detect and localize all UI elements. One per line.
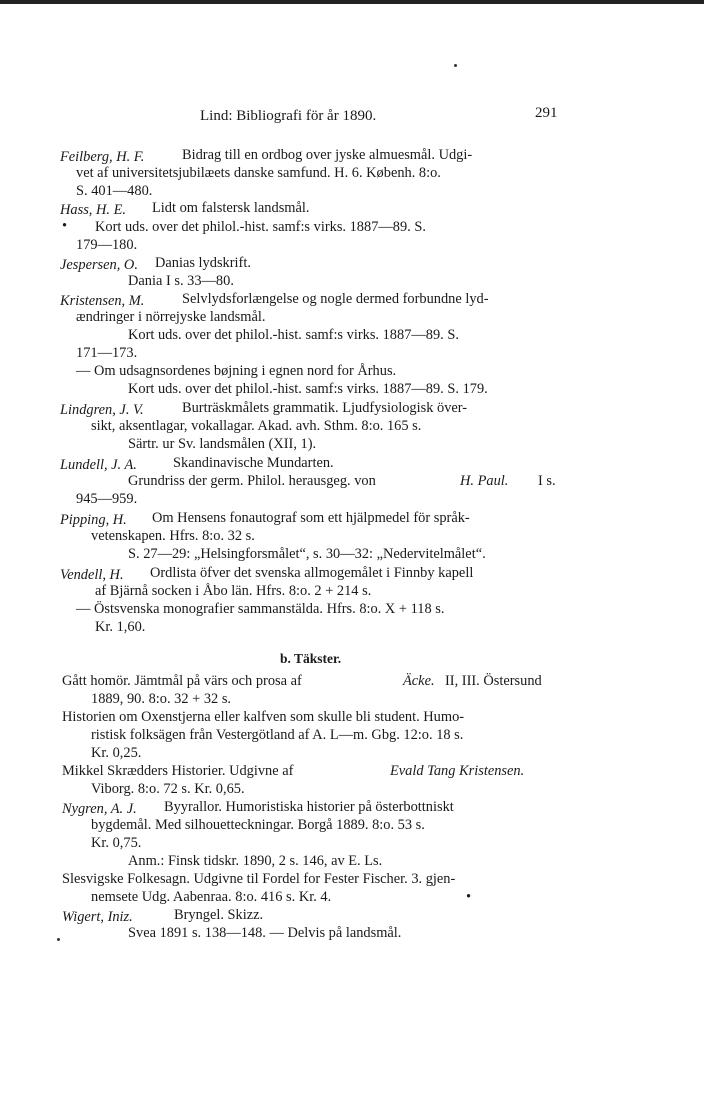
text-line-italic: Äcke. (403, 673, 435, 689)
entry-line: Dania I s. 33—80. (128, 273, 234, 289)
margin-mark: • (62, 218, 68, 234)
scan-speck (454, 64, 457, 67)
text-line: Slesvigske Folkesagn. Udgivne til Fordel for Fester Fischer. 3. gjen- (62, 871, 456, 887)
section-heading: b. Täkster. (280, 651, 342, 666)
entry-line: Burträskmålets grammatik. Ljudfysiologisk över- (182, 400, 468, 416)
text-line-italic: Nygren, A. J. (62, 801, 137, 817)
entry-line: 945—959. (76, 491, 138, 507)
page-number: 291 (535, 105, 558, 121)
text-line: Historien om Oxenstjerna eller kalfven som skulle bli student. Humo- (62, 709, 465, 725)
entry-line: — Östsvenska monografier sammanstälda. Hfrs. 8:o. X + 118 s. (76, 601, 445, 617)
entry-line: 179—180. (76, 237, 138, 253)
entry-line: Selvlydsforlængelse og nogle dermed forbundne lyd- (182, 291, 489, 307)
entry-line: Om Hensens fonautograf som ett hjälpmedel för språk- (152, 510, 470, 526)
scan-top-edge (0, 0, 704, 4)
entry-author: Feilberg, H. F. (60, 149, 145, 165)
entry-line: Kort uds. over det philol.-hist. samf:s virks. 1887—89. S. (95, 219, 426, 235)
text-line: Gått homör. Jämtmål på värs och prosa af (62, 673, 302, 689)
text-line: II, III. Östersund (445, 673, 542, 689)
entry-line: ændringer i nörrejyske landsmål. (76, 309, 266, 325)
entry-author: Lundell, J. A. (60, 457, 137, 473)
entry-line-italic: H. Paul. (460, 473, 509, 489)
text-line: Kr. 0,75. (91, 835, 142, 851)
entry-line: Särtr. ur Sv. landsmålen (XII, 1). (128, 436, 317, 452)
entry-line: — Om udsagnsordenes bøjning i egnen nord for Århus. (76, 363, 397, 379)
entry-author: Pipping, H. (60, 512, 127, 528)
entry-line: af Bjärnå socken i Åbo län. Hfrs. 8:o. 2 + 214 s. (95, 583, 372, 599)
entry-line: vetenskapen. Hfrs. 8:o. 32 s. (91, 528, 255, 544)
text-line: Kr. 0,25. (91, 745, 142, 761)
entry-line: S. 401—480. (76, 183, 153, 199)
entry-author: Vendell, H. (60, 567, 124, 583)
entry-author: Lindgren, J. V. (60, 402, 144, 418)
text-line: Byyrallor. Humoristiska historier på österbottniskt (164, 799, 454, 815)
entry-line: sikt, aksentlagar, vokallagar. Akad. avh. Sthm. 8:o. 165 s. (91, 418, 422, 434)
text-line: Anm.: Finsk tidskr. 1890, 2 s. 146, av E. Ls. (128, 853, 383, 869)
entry-line: Danias lydskrift. (155, 255, 251, 271)
entry-line: Lidt om falstersk landsmål. (152, 200, 310, 216)
entry-line: Kr. 1,60. (95, 619, 146, 635)
entry-author: Hass, H. E. (60, 202, 126, 218)
text-line: 1889, 90. 8:o. 32 + 32 s. (91, 691, 232, 707)
text-line-italic: Evald Tang Kristensen. (390, 763, 525, 779)
text-line: ristisk folksägen från Vestergötland af A. L—m. Gbg. 12:o. 18 s. (91, 727, 464, 743)
entry-line: Skandinavische Mundarten. (173, 455, 334, 471)
text-line: bygdemål. Med silhouetteckningar. Borgå 1889. 8:o. 53 s. (91, 817, 425, 833)
scan-speck (57, 938, 60, 941)
text-line: Svea 1891 s. 138—148. — Delvis på landsmål. (128, 925, 402, 941)
margin-mark: • (466, 889, 472, 905)
text-line-italic: Wigert, Iniz. (62, 909, 133, 925)
text-line: Viborg. 8:o. 72 s. Kr. 0,65. (91, 781, 245, 797)
entry-line: 171—173. (76, 345, 138, 361)
entry-line: Kort uds. over det philol.-hist. samf:s virks. 1887—89. S. 179. (128, 381, 488, 397)
text-line: nemsete Udg. Aabenraa. 8:o. 416 s. Kr. 4. (91, 889, 332, 905)
entry-author: Jespersen, O. (60, 257, 138, 273)
entry-line: vet af universitetsjubilæets danske samfund. H. 6. Københ. 8:o. (76, 165, 441, 181)
text-line: Bryngel. Skizz. (174, 907, 264, 923)
entry-line: Kort uds. over det philol.-hist. samf:s virks. 1887—89. S. (128, 327, 459, 343)
entry-line: Bidrag till en ordbog over jyske almuesmål. Udgi- (182, 147, 473, 163)
entry-line: S. 27—29: „Helsingforsmålet“, s. 30—32: „Nedervitelmålet“. (128, 546, 486, 562)
text-line: Mikkel Skrædders Historier. Udgivne af (62, 763, 294, 779)
entry-line: Grundriss der germ. Philol. herausgeg. von (128, 473, 376, 489)
entry-line: Ordlista öfver det svenska allmogemålet i Finnby kapell (150, 565, 474, 581)
running-title: Lind: Bibliografi för år 1890. (200, 108, 377, 124)
entry-line: I s. (538, 473, 556, 489)
entry-author: Kristensen, M. (60, 293, 145, 309)
